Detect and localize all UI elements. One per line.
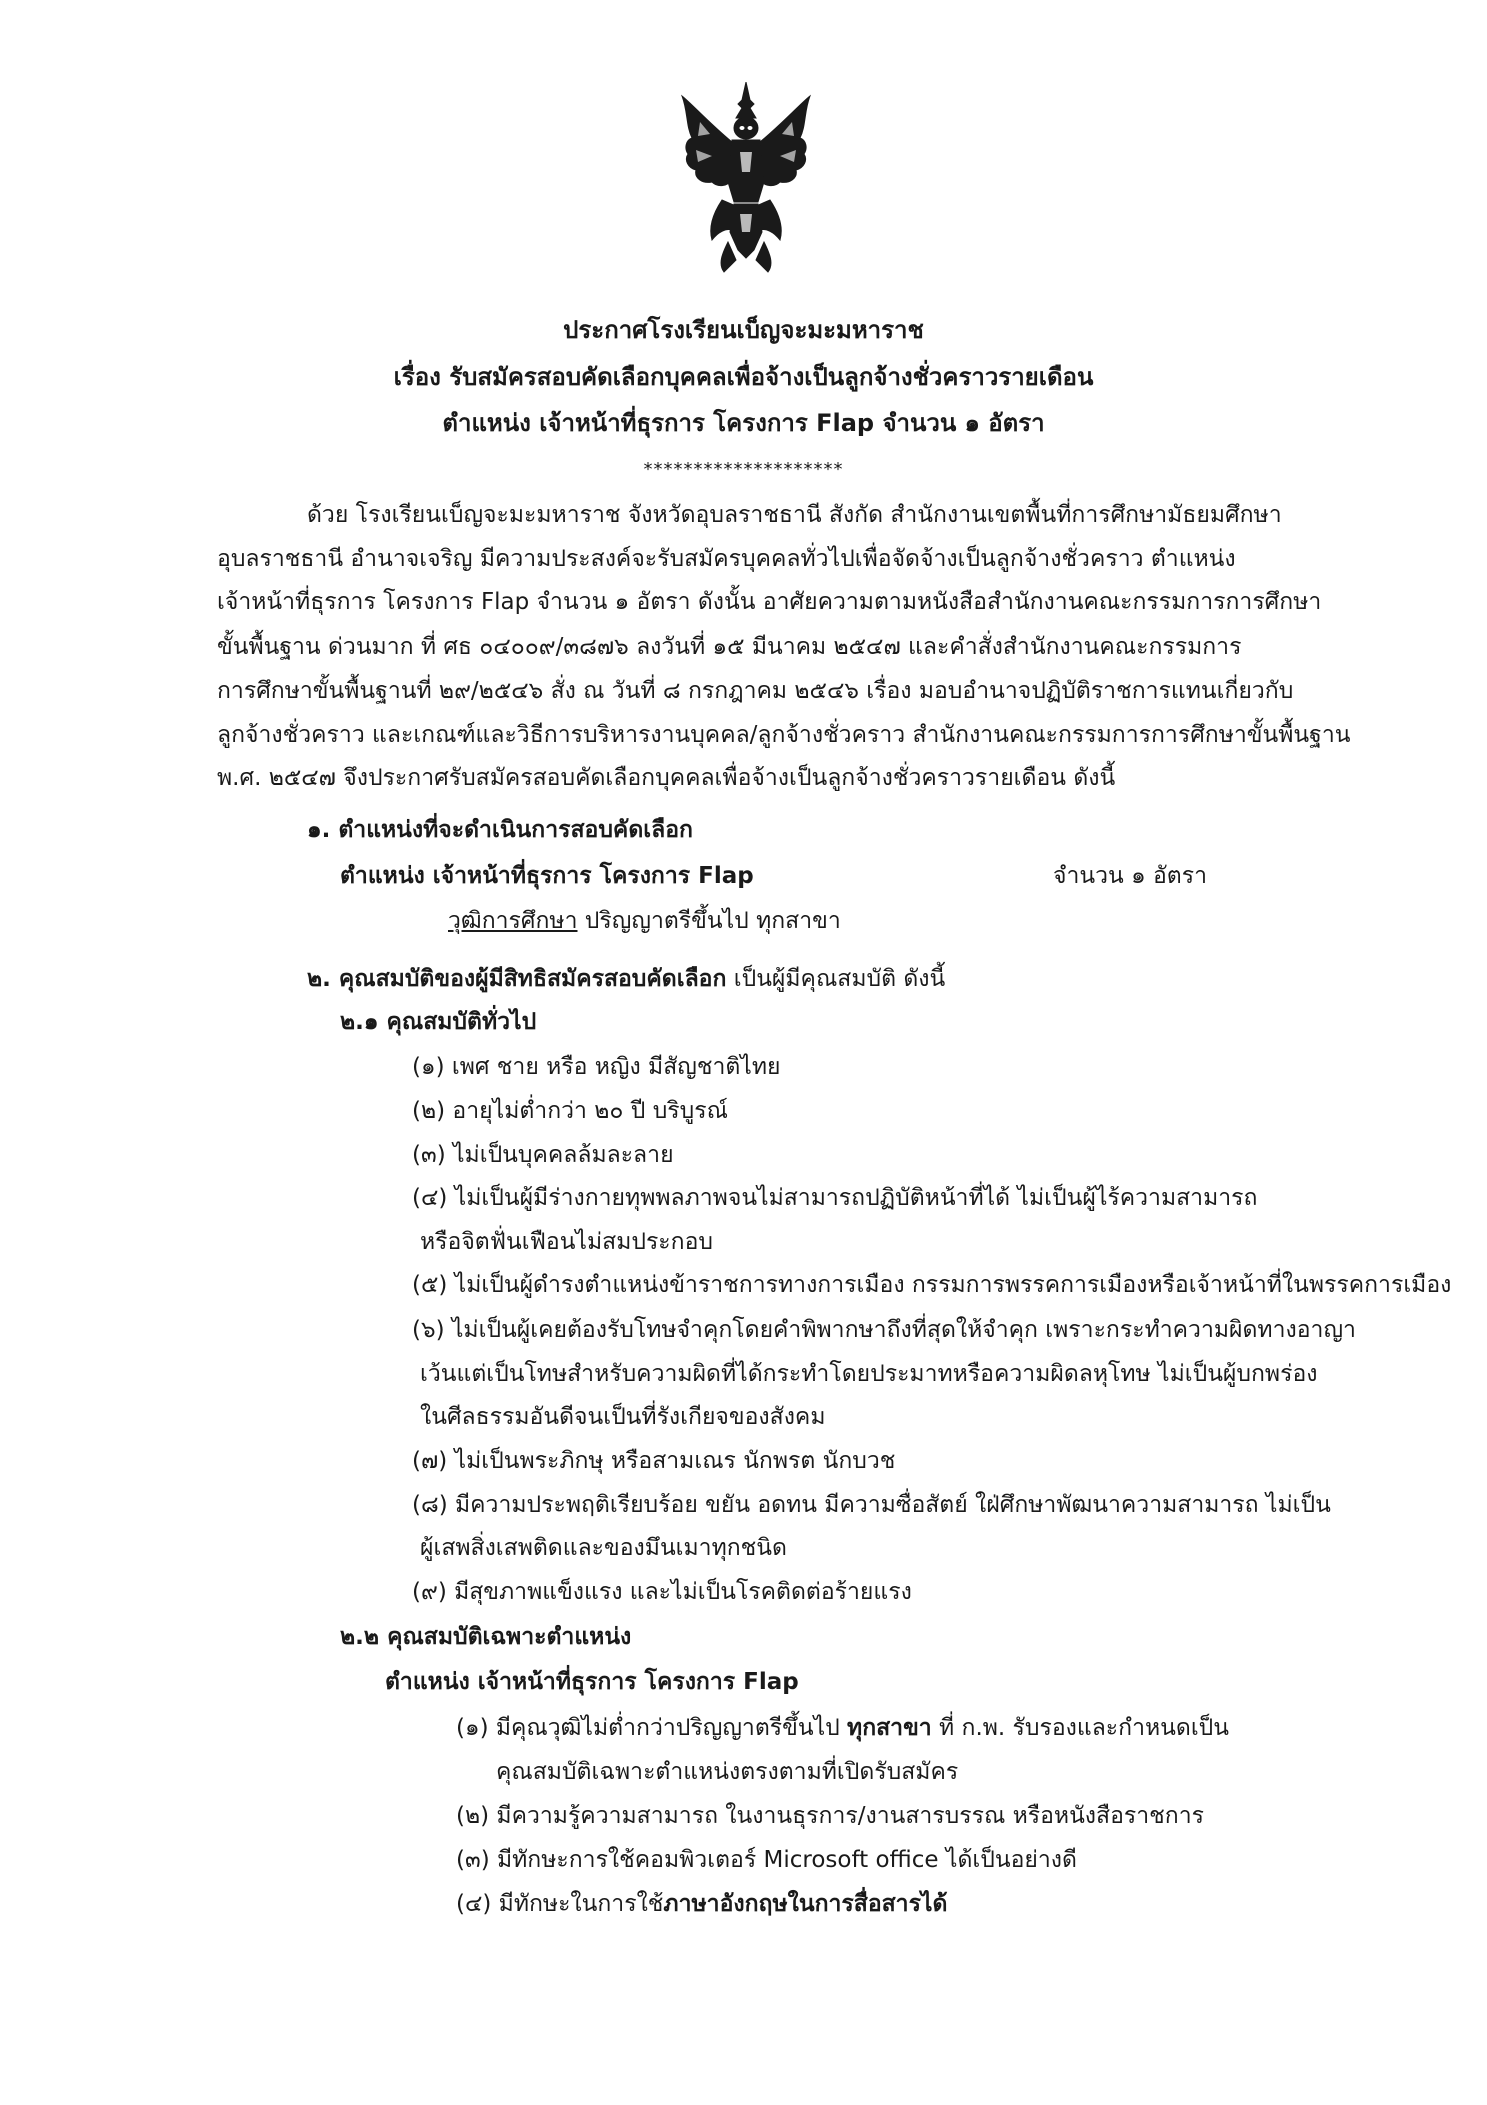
section2-heading-bold: ๒. คุณสมบัติของผู้มีสิทธิสมัครสอบคัดเลือก xyxy=(307,966,727,992)
separator-stars: ******************** xyxy=(643,459,844,480)
section1-heading: ๑. ตำแหน่งที่จะดำเนินการสอบคัดเลือก xyxy=(307,817,693,843)
general-item-continuation: หรือจิตฟั่นเฟือนไม่สมประกอบ xyxy=(420,1229,714,1255)
intro-line: พ.ศ. ๒๕๔๗ จึงประกาศรับสมัครสอบคัดเลือกบุคคลเพื่อจ้างเป็นลูกจ้างชั่วคราวรายเดือน ดังนี้ xyxy=(217,765,1116,791)
general-item-continuation: ในศีลธรรมอันดีจนเป็นที่รังเกียจของสังคม xyxy=(420,1404,826,1430)
education-label: วุฒิการศึกษา xyxy=(448,908,578,934)
general-item: (๙) มีสุขภาพแข็งแรง และไม่เป็นโรคติดต่อร้ายแรง xyxy=(412,1579,912,1605)
announcement-subject: เรื่อง รับสมัครสอบคัดเลือกบุคคลเพื่อจ้างเป็นลูกจ้างชั่วคราวรายเดือน xyxy=(393,363,1094,391)
general-item-continuation: ผู้เสพสิ่งเสพติดและของมึนเมาทุกชนิด xyxy=(420,1535,787,1561)
specific-item-emphasis: ภาษาอังกฤษในการสื่อสารได้ xyxy=(663,1891,948,1917)
intro-line: อุบลราชธานี อำนาจเจริญ มีความประสงค์จะรับสมัครบุคคลทั่วไปเพื่อจัดจ้างเป็นลูกจ้างชั่วคราว ตำแหน่ง xyxy=(217,546,1236,572)
specific-item: (๓) มีทักษะการใช้คอมพิวเตอร์ Microsoft office ได้เป็นอย่างดี xyxy=(456,1847,1077,1873)
general-item: (๓) ไม่เป็นบุคคลล้มละลาย xyxy=(412,1142,674,1168)
intro-line: ขั้นพื้นฐาน ด่วนมาก ที่ ศธ ๐๔๐๐๙/๓๘๗๖ ลงวันที่ ๑๕ มีนาคม ๒๕๔๗ และคำสั่งสำนักงานคณะกรรมการ xyxy=(217,634,1242,660)
general-item: (๗) ไม่เป็นพระภิกษุ หรือสามเณร นักพรต นักบวช xyxy=(412,1448,896,1474)
announcement-title: ประกาศโรงเรียนเบ็ญจะมะมหาราช xyxy=(563,316,924,344)
section1-education xyxy=(448,906,841,936)
intro-line: เจ้าหน้าที่ธุรการ โครงการ Flap จำนวน ๑ อัตรา ดังนั้น อาศัยความตามหนังสือสำนักงานคณะกรรมการการศึกษา xyxy=(217,589,1322,615)
specific-item-text: (๑) มีคุณวุฒิไม่ต่ำกว่าปริญญาตรีขึ้นไป xyxy=(456,1715,848,1741)
specific-item-text: (๔) มีทักษะในการใช้ xyxy=(456,1891,664,1917)
intro-line: ลูกจ้างชั่วคราว และเกณฑ์และวิธีการบริหารงานบุคคล/ลูกจ้างชั่วคราว สำนักงานคณะกรรมการการศึกษาขั้นพื้นฐาน xyxy=(217,722,1351,748)
education-value: ปริญญาตรีขึ้นไป ทุกสาขา xyxy=(577,908,841,934)
general-item-continuation: เว้นแต่เป็นโทษสำหรับความผิดที่ได้กระทำโดยประมาทหรือความผิดลหุโทษ ไม่เป็นผู้บกพร่อง xyxy=(420,1361,1318,1387)
specific-item xyxy=(456,1713,1229,1743)
specific-item-text: ที่ ก.พ. รับรองและกำหนดเป็น xyxy=(931,1715,1230,1741)
specific-position: ตำแหน่ง เจ้าหน้าที่ธุรการ โครงการ Flap xyxy=(385,1669,799,1695)
specific-item-continuation: คุณสมบัติเฉพาะตำแหน่งตรงตามที่เปิดรับสมัคร xyxy=(496,1759,959,1785)
section2-heading-rest: เป็นผู้มีคุณสมบัติ ดังนี้ xyxy=(726,966,946,992)
announcement-position: ตำแหน่ง เจ้าหน้าที่ธุรการ โครงการ Flap จำนวน ๑ อัตรา xyxy=(442,409,1045,437)
section1-quota: จำนวน ๑ อัตรา xyxy=(1053,863,1207,889)
section1-position: ตำแหน่ง เจ้าหน้าที่ธุรการ โครงการ Flap xyxy=(340,863,754,889)
general-item: (๒) อายุไม่ต่ำกว่า ๒๐ ปี บริบูรณ์ xyxy=(412,1098,728,1124)
specific-item xyxy=(456,1889,947,1919)
specific-item: (๒) มีความรู้ความสามารถ ในงานธุรการ/งานสารบรรณ หรือหนังสือราชการ xyxy=(456,1803,1204,1829)
garuda-emblem-icon xyxy=(678,82,814,274)
general-item: (๑) เพศ ชาย หรือ หญิง มีสัญชาติไทย xyxy=(412,1054,781,1080)
intro-line: การศึกษาขั้นพื้นฐานที่ ๒๙/๒๕๔๖ สั่ง ณ วันที่ ๘ กรกฎาคม ๒๕๔๖ เรื่อง มอบอำนาจปฏิบัติราชการแทนเกี่ยวกับ xyxy=(217,678,1294,704)
specific-qualifications-heading: ๒.๒ คุณสมบัติเฉพาะตำแหน่ง xyxy=(340,1624,632,1650)
general-item: (๔) ไม่เป็นผู้มีร่างกายทุพพลภาพจนไม่สามารถปฏิบัติหน้าที่ได้ ไม่เป็นผู้ไร้ความสามารถ xyxy=(412,1185,1258,1211)
specific-item-emphasis: ทุกสาขา xyxy=(847,1715,932,1741)
general-item: (๘) มีความประพฤติเรียบร้อย ขยัน อดทน มีความซื่อสัตย์ ใฝ่ศึกษาพัฒนาความสามารถ ไม่เป็น xyxy=(412,1492,1331,1518)
section2-heading xyxy=(307,964,945,994)
general-qualifications-heading: ๒.๑ คุณสมบัติทั่วไป xyxy=(340,1009,537,1035)
intro-line: ด้วย โรงเรียนเบ็ญจะมะมหาราช จังหวัดอุบลราชธานี สังกัด สำนักงานเขตพื้นที่การศึกษามัธยมศึกษา xyxy=(307,502,1282,528)
general-item: (๕) ไม่เป็นผู้ดำรงตำแหน่งข้าราชการทางการเมือง กรรมการพรรคการเมืองหรือเจ้าหน้าที่ในพรรคการเมือง xyxy=(412,1272,1452,1298)
general-item: (๖) ไม่เป็นผู้เคยต้องรับโทษจำคุกโดยคำพิพากษาถึงที่สุดให้จำคุก เพราะกระทำความผิดทางอาญา xyxy=(412,1317,1356,1343)
